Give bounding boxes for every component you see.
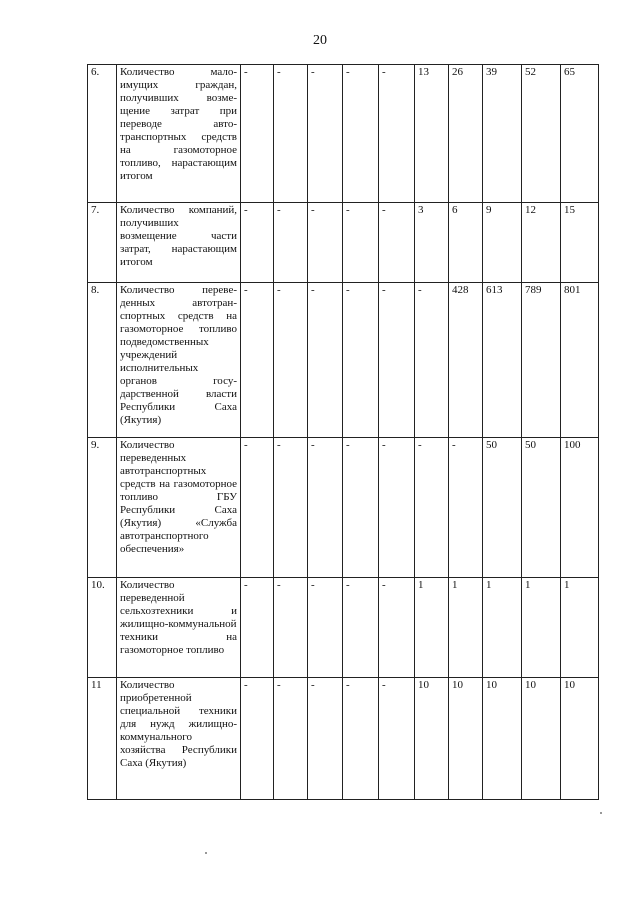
indicator-value: - [241,65,274,203]
indicator-value: - [379,678,415,800]
row-number: 9. [88,438,117,578]
indicator-value: - [241,283,274,438]
indicator-value: 1 [561,578,599,678]
scan-dot [205,852,207,854]
indicator-value: - [343,678,379,800]
indicator-value: 100 [561,438,599,578]
indicator-value: - [274,438,308,578]
indicator-value: - [308,283,343,438]
indicator-value: - [449,438,483,578]
indicator-description: Количество приобретенной специальной техники для нужд жилищно-коммунального хозяйства Республики Саха (Якутия) [117,678,241,800]
row-number: 8. [88,283,117,438]
indicator-value: - [241,203,274,283]
indicator-description: Количество компаний, получивших возмещение части затрат, нарастающим итогом [117,203,241,283]
indicator-value: 39 [483,65,522,203]
indicator-description: Количество переведенных автотранспортных средств на газомоторное топливо ГБУ Республики Саха (Якутия) «Служба автотранспортного обеспечения» [117,438,241,578]
indicator-value: 10 [415,678,449,800]
indicator-value: 10 [561,678,599,800]
indicator-value: - [274,65,308,203]
indicator-value: 10 [522,678,561,800]
indicator-value: - [274,203,308,283]
indicator-value: 1 [483,578,522,678]
table-row [88,678,599,800]
row-number: 7. [88,203,117,283]
indicator-value: - [274,678,308,800]
indicator-value: - [379,578,415,678]
indicator-description: Количество переведенных автотранспортных средств на газомоторное топливо подведомственных учреждений исполнительных органов государственной власти Республики Саха (Якутия) [117,283,241,438]
indicator-value: - [379,65,415,203]
table-row [88,438,599,578]
indicator-value: - [308,438,343,578]
indicator-value: 52 [522,65,561,203]
row-number: 10. [88,578,117,678]
indicator-value: - [343,578,379,678]
indicator-value: - [379,203,415,283]
table-row [88,65,599,203]
indicator-value: 1 [449,578,483,678]
indicators-table [87,64,599,800]
indicator-value: - [308,65,343,203]
indicator-value: 428 [449,283,483,438]
indicator-value: - [241,578,274,678]
indicator-value: 613 [483,283,522,438]
indicator-value: 1 [522,578,561,678]
indicator-description: Количество малоимущих граждан, получивших возмещение затрат при переводе автотранспортных средств на газомоторное топливо, нарастающим итогом [117,65,241,203]
table-row [88,578,599,678]
indicator-value: 13 [415,65,449,203]
indicator-value: - [308,678,343,800]
indicator-value: - [379,283,415,438]
indicator-value: - [343,438,379,578]
indicator-value: 12 [522,203,561,283]
scan-dot [600,812,602,814]
page-number: 20 [313,33,327,48]
indicator-value: 10 [449,678,483,800]
indicator-value: 50 [522,438,561,578]
indicator-value: - [308,578,343,678]
indicator-value: - [308,203,343,283]
indicator-value: 3 [415,203,449,283]
indicator-value: - [274,283,308,438]
indicator-value: 6 [449,203,483,283]
indicator-value: - [343,283,379,438]
row-number: 11 [88,678,117,800]
indicator-value: - [241,678,274,800]
indicator-value: 789 [522,283,561,438]
indicator-value: - [343,203,379,283]
indicator-description: Количество переведенной сельхозтехники и жилищно-коммунальной техники на газомоторное топливо [117,578,241,678]
indicator-value: 9 [483,203,522,283]
table-row [88,203,599,283]
indicator-value: - [241,438,274,578]
row-number: 6. [88,65,117,203]
indicator-value: - [379,438,415,578]
indicator-value: - [415,438,449,578]
indicator-value: 1 [415,578,449,678]
indicator-value: 10 [483,678,522,800]
indicator-value: 801 [561,283,599,438]
indicator-value: 50 [483,438,522,578]
indicator-value: 65 [561,65,599,203]
indicator-value: 26 [449,65,483,203]
indicator-value: - [343,65,379,203]
indicator-value: - [415,283,449,438]
indicator-value: - [274,578,308,678]
table-row [88,283,599,438]
indicator-value: 15 [561,203,599,283]
